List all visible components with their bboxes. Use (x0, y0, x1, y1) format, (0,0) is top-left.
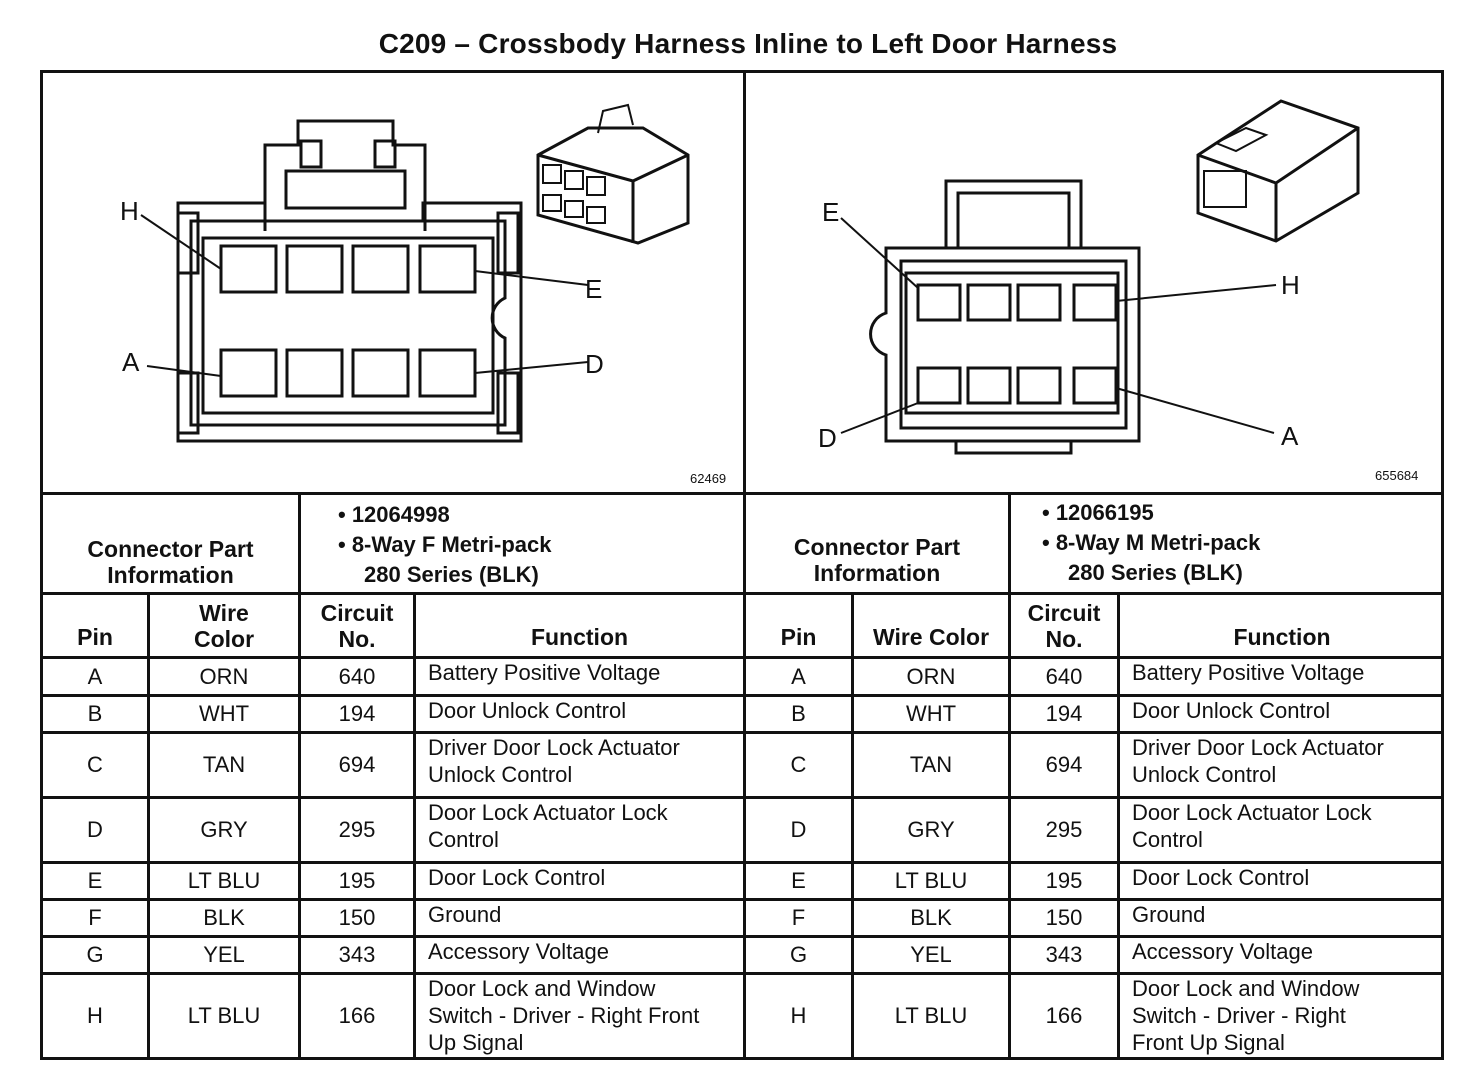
pin-cell-male: F (791, 905, 806, 930)
function-cell-male (1120, 659, 1444, 694)
function-cell-male (1120, 697, 1444, 731)
header-function: Function (530, 624, 629, 650)
part-info-left (338, 500, 552, 590)
function-cell-male (1120, 864, 1444, 898)
part-desc: • 8-Way F Metri-pack (338, 532, 552, 557)
pin-cell-male: C (790, 752, 807, 777)
function-text: Door Lock and Window (428, 976, 656, 1001)
function-text: Up Signal (428, 1030, 524, 1055)
function-cell (416, 975, 743, 1057)
pin-cell-male: D (790, 817, 807, 842)
pin-label-h-male: H (1281, 270, 1300, 300)
part-info-label: Connector Part Information (87, 536, 254, 588)
function-text: Driver Door Lock Actuator (428, 735, 680, 760)
wire-color-cell-male: GRY (907, 817, 955, 842)
function-text-male: Accessory Voltage (1132, 939, 1313, 964)
pin-cell: D (87, 817, 103, 842)
circuit-cell: 166 (338, 1003, 376, 1028)
function-text: Ground (428, 902, 502, 927)
pin-cell: H (87, 1003, 103, 1028)
wire-color-cell: YEL (203, 942, 245, 967)
function-cell-male (1120, 901, 1444, 935)
rule-col (1008, 492, 1011, 595)
header-wire-color-male: Wire Color (872, 624, 990, 650)
pin-cell: B (87, 701, 103, 726)
pin-cell: E (87, 868, 103, 893)
header-pin-male: Pin (780, 624, 817, 650)
function-cell (416, 697, 743, 731)
rule-diagram-bottom (40, 492, 1444, 495)
wire-color-cell: LT BLU (187, 1003, 261, 1028)
function-text-male: Door Lock Control (1132, 865, 1310, 890)
function-text-male: Battery Positive Voltage (1132, 660, 1365, 685)
function-cell-male (1120, 975, 1444, 1057)
circuit-cell: 295 (338, 817, 376, 842)
pin-cell: F (88, 905, 102, 930)
pin-label-e: E (585, 274, 603, 304)
function-text: Battery Positive Voltage (428, 660, 661, 685)
function-text: Accessory Voltage (428, 939, 609, 964)
circuit-cell-male: 166 (1045, 1003, 1083, 1028)
circuit-cell: 694 (338, 752, 376, 777)
function-cell (416, 864, 743, 898)
pin-label-a-male: A (1281, 421, 1299, 451)
wire-color-cell-male: LT BLU (894, 868, 968, 893)
diagram-id-male: 655684 (1375, 468, 1419, 483)
pin-cell-male: E (791, 868, 806, 893)
pin-label-d-male: D (818, 423, 837, 453)
circuit-cell-male: 195 (1045, 868, 1083, 893)
function-cell (416, 734, 743, 796)
pin-cell: C (87, 752, 103, 777)
header-circuit-male: Circuit No. (1027, 599, 1101, 652)
function-text-male: Door Lock Actuator Lock (1132, 800, 1372, 825)
function-cell-male (1120, 734, 1444, 796)
page-title: C209 – Crossbody Harness Inline to Left Door Harness (378, 28, 1118, 59)
function-text-male: Front Up Signal (1132, 1030, 1285, 1055)
circuit-cell-male: 150 (1045, 905, 1083, 930)
wire-color-cell-male: BLK (910, 905, 952, 930)
wire-color-cell-male: TAN (909, 752, 953, 777)
wire-color-cell-male: ORN (906, 663, 956, 689)
circuit-cell: 640 (338, 663, 376, 689)
part-info-right (1042, 498, 1260, 588)
function-cell-male (1120, 938, 1444, 972)
function-text-male: Ground (1132, 902, 1206, 927)
part-desc-male: • 8-Way M Metri-pack (1042, 530, 1261, 555)
pin-label-e-male: E (822, 197, 840, 227)
circuit-cell: 343 (338, 942, 376, 967)
part-number-male: • 12066195 (1042, 500, 1154, 525)
function-cell-male (1120, 799, 1444, 861)
wire-color-cell-male: LT BLU (894, 1003, 968, 1028)
wire-color-cell: ORN (199, 663, 249, 689)
function-text-male: Switch - Driver - Right (1132, 1003, 1346, 1028)
function-text: Door Lock Actuator Lock (428, 800, 668, 825)
female-connector-diagram (43, 73, 743, 493)
pin-cell-male: H (790, 1003, 807, 1028)
header-circuit: Circuit No. (320, 599, 394, 652)
function-text-male: Door Unlock Control (1132, 698, 1331, 723)
header-pin: Pin (77, 624, 113, 650)
function-cell (416, 938, 743, 972)
wire-color-cell: LT BLU (187, 868, 261, 893)
function-text: Switch - Driver - Right Front (428, 1003, 700, 1028)
function-text: Door Unlock Control (428, 698, 627, 723)
function-cell (416, 659, 743, 694)
part-desc: 280 Series (BLK) (364, 562, 539, 587)
function-text: Control (428, 827, 499, 852)
pin-cell-male: G (789, 942, 808, 967)
wire-color-cell: WHT (198, 701, 250, 726)
part-number: • 12064998 (338, 502, 450, 527)
wire-color-cell: BLK (203, 905, 245, 930)
circuit-cell-male: 640 (1045, 663, 1083, 689)
part-desc-male: 280 Series (BLK) (1068, 560, 1243, 585)
circuit-cell: 194 (338, 701, 376, 726)
wire-color-cell: GRY (200, 817, 248, 842)
circuit-cell-male: 295 (1045, 817, 1083, 842)
pin-cell-male: A (791, 663, 806, 689)
pin-cell: A (87, 663, 103, 689)
part-info-label-male: Connector Part Information (793, 534, 961, 586)
pin-label-h: H (120, 196, 139, 226)
header-function-male: Function (1233, 624, 1331, 650)
pin-cell: G (86, 942, 104, 967)
rule-col (298, 492, 301, 595)
function-text: Unlock Control (428, 762, 573, 787)
header-wire-color: Wire Color (193, 599, 255, 652)
male-connector-diagram (746, 73, 1444, 493)
function-text-male: Door Lock and Window (1132, 976, 1360, 1001)
pin-label-d: D (585, 349, 604, 379)
wire-color-cell-male: YEL (910, 942, 952, 967)
wire-color-cell-male: WHT (905, 701, 957, 726)
function-text: Door Lock Control (428, 865, 606, 890)
function-cell (416, 799, 743, 861)
function-text-male: Control (1132, 827, 1203, 852)
pin-label-a: A (122, 347, 140, 377)
circuit-cell: 150 (338, 905, 376, 930)
function-text-male: Driver Door Lock Actuator (1132, 735, 1384, 760)
function-cell (416, 901, 743, 935)
function-text-male: Unlock Control (1132, 762, 1277, 787)
circuit-cell-male: 694 (1045, 752, 1083, 777)
pin-cell-male: B (791, 701, 806, 726)
circuit-cell-male: 194 (1045, 701, 1083, 726)
circuit-cell: 195 (338, 868, 376, 893)
circuit-cell-male: 343 (1045, 942, 1083, 967)
diagram-id: 62469 (690, 471, 727, 486)
wire-color-cell: TAN (202, 752, 246, 777)
